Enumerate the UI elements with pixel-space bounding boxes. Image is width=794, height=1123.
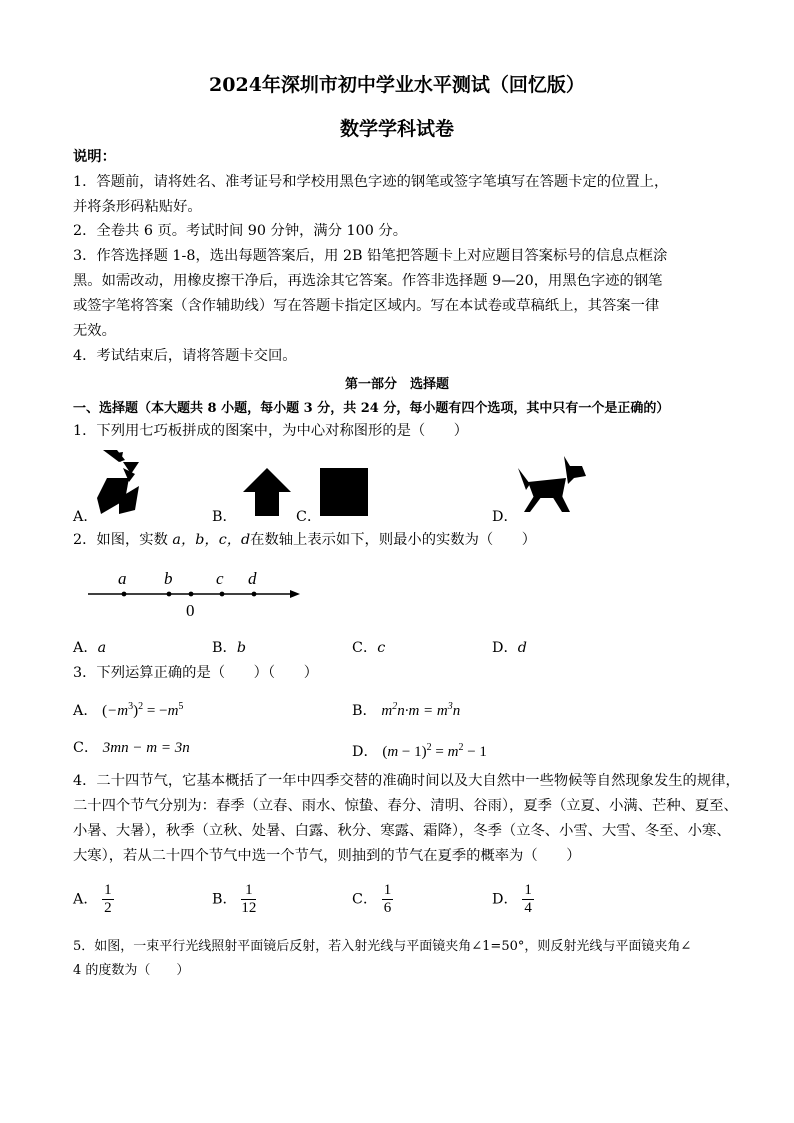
instruction-line: 无效。 <box>73 323 116 339</box>
section-heading: 一、选择题（本大题共 8 小题，每小题 3 分，共 24 分，每小题有四个选项，其中只有一个是正确的） <box>73 401 670 416</box>
q4-option-c[interactable]: C． $\frac{1}{6}$ <box>352 882 392 916</box>
axis-label-d: d <box>248 569 257 588</box>
axis-origin-label: 0 <box>186 601 195 620</box>
tangram-rabbit-figure <box>95 448 145 518</box>
q1-option-d[interactable]: D． <box>492 509 518 525</box>
number-line-figure <box>88 568 302 620</box>
tangram-square-figure <box>320 468 368 516</box>
q3-option-c[interactable]: C． 3mn − m = 3n <box>73 740 190 756</box>
tangram-arrow-figure <box>241 466 293 518</box>
q4-line: 4．二十四节气，它基本概括了一年中四季交替的准确时间以及大自然中一些物候等自然现象发生的规律， <box>73 773 740 789</box>
q2-option-c[interactable]: C．c <box>352 640 386 656</box>
instructions-heading: 说明： <box>73 149 116 165</box>
q3-option-a[interactable]: A． $(-m^3)^2 = -m^5$ <box>73 701 184 719</box>
q5-line: 4 的度数为（ ） <box>73 963 190 978</box>
q1-stem: 1．下列用七巧板拼成的图案中，为中心对称图形的是（ ） <box>73 423 469 439</box>
q3-stem: 3．下列运算正确的是（ ）（ ） <box>73 665 318 681</box>
axis-label-c: c <box>216 569 224 588</box>
instruction-line: 1．答题前，请将姓名、准考证号和学校用黑色字迹的钢笔或签字笔填写在答题卡定的位置上， <box>73 174 669 190</box>
q2-stem: 2．如图，实数 a，b，c，d在数轴上表示如下，则最小的实数为（ ） <box>73 532 537 548</box>
q4-line: 二十四个节气分别为：春季（立春、雨水、惊蛰、春分、清明、谷雨），夏季（立夏、小满、芒种、夏至、 <box>73 798 738 814</box>
axis-label-b: b <box>164 569 173 588</box>
q2-option-b[interactable]: B．b <box>212 640 246 656</box>
instruction-line: 2．全卷共 6 页。考试时间 90 分钟，满分 100 分。 <box>73 223 407 239</box>
page-subtitle: 数学学科试卷 <box>339 118 454 140</box>
q4-line: 大寒），若从二十四个节气中选一个节气，则抽到的节气在夏季的概率为（ ） <box>73 848 581 864</box>
q2-option-a[interactable]: A．a <box>73 640 107 656</box>
q4-option-d[interactable]: D． $\frac{1}{4}$ <box>492 882 532 916</box>
tangram-dog-figure <box>516 456 588 518</box>
q3-option-b[interactable]: B． $m^2n\cdot m = m^3n$ <box>352 701 461 719</box>
instruction-line: 黑。如需改动，用橡皮擦干净后，再选涂其它答案。作答非选择题 9—20，用黑色字迹的钢笔 <box>73 273 663 289</box>
part-heading: 第一部分 选择题 <box>344 377 449 392</box>
q4-option-a[interactable]: A． $\frac{1}{2}$ <box>73 882 112 916</box>
page-title: 2024年深圳市初中学业水平测试（回忆版） <box>209 74 585 96</box>
q3-option-d[interactable]: D． $(m - 1)^2 = m^2 - 1$ <box>352 742 487 760</box>
q1-option-a[interactable]: A． <box>73 509 98 525</box>
instruction-line: 并将条形码粘贴好。 <box>73 199 202 215</box>
q5-line: 5．如图，一束平行光线照射平面镜后反射，若入射光线与平面镜夹角∠1=50°，则反射光线与平面镜夹角∠ <box>73 939 692 954</box>
instruction-line: 4．考试结束后，请将答题卡交回。 <box>73 348 297 364</box>
q2-option-d[interactable]: D．d <box>492 640 527 656</box>
q4-option-b[interactable]: B． $\frac{1}{12}$ <box>212 882 257 916</box>
axis-label-a: a <box>118 569 127 588</box>
q1-option-c[interactable]: C． <box>296 509 322 525</box>
q1-option-b[interactable]: B． <box>212 509 237 525</box>
instruction-line: 或签字笔将答案（含作辅助线）写在答题卡指定区域内。写在本试卷或草稿纸上，其答案一律 <box>73 298 660 314</box>
instruction-line: 3．作答选择题 1-8，选出每题答案后，用 2B 铅笔把答题卡上对应题目答案标号的信息点框涂 <box>73 248 668 264</box>
q4-line: 小暑、大暑），秋季（立秋、处暑、白露、秋分、寒露、霜降），冬季（立冬、小雪、大雪、冬至、小寒、 <box>73 823 731 839</box>
